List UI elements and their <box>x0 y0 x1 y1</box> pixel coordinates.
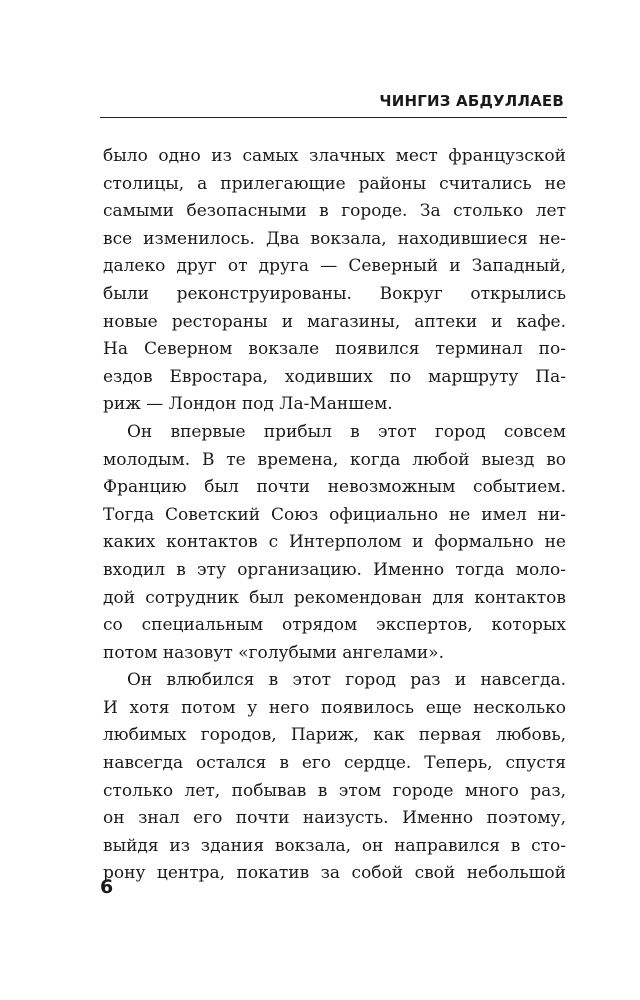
header-rule <box>100 117 567 118</box>
text-line: входил в эту организацию. Именно тогда моло- <box>103 559 566 580</box>
text-line: все изменилось. Два вокзала, находившиеся не- <box>103 228 566 249</box>
text-line: новые рестораны и магазины, аптеки и кафе. <box>103 311 566 332</box>
text-line: были реконструированы. Вокруг открылись <box>103 283 566 304</box>
body-text <box>103 143 566 888</box>
text-line: далеко друг от друга — Северный и Западный, <box>103 256 566 277</box>
text-line: Он влюбился в этот город раз и навсегда. <box>127 670 566 691</box>
text-line: каких контактов с Интерполом и формально не <box>103 532 566 553</box>
text-line: И хотя потом у него появилось еще несколько <box>103 697 566 718</box>
text-line: Тогда Советский Союз официально не имел ни- <box>103 504 566 525</box>
text-line: дой сотрудник был рекомендован для контактов <box>103 587 566 608</box>
text-line: он знал его почти наизусть. Именно поэтому, <box>103 808 566 829</box>
text-line: навсегда остался в его сердце. Теперь, спустя <box>103 753 566 774</box>
page-number: 6 <box>100 876 114 898</box>
running-head-author: ЧИНГИЗ АБДУЛЛАЕВ <box>379 92 564 110</box>
text-line: На Северном вокзале появился терминал по- <box>103 339 566 360</box>
text-line: молодым. В те времена, когда любой выезд во <box>103 449 566 470</box>
text-line: самыми безопасными в городе. За столько лет <box>103 201 566 222</box>
text-line: Францию был почти невозможным событием. <box>103 477 566 498</box>
paragraph-1 <box>103 143 566 419</box>
text-line: Он впервые прибыл в этот город совсем <box>127 421 566 442</box>
text-line: рону центра, покатив за собой свой небольшой <box>103 863 566 884</box>
paragraph-2 <box>103 419 566 667</box>
text-line: столько лет, побывав в этом городе много раз, <box>103 780 566 801</box>
paragraph-3 <box>103 667 566 888</box>
text-line: риж — Лондон под Ла-Маншем. <box>103 394 393 415</box>
text-line: столицы, а прилегающие районы считались не <box>103 173 566 194</box>
text-line: любимых городов, Париж, как первая любовь, <box>103 725 566 746</box>
text-line: со специальным отрядом экспертов, которых <box>103 615 566 636</box>
text-line: было одно из самых злачных мест французской <box>103 146 566 166</box>
text-line: выйдя из здания вокзала, он направился в сто- <box>103 835 566 856</box>
text-line: ездов Евростара, ходивших по маршруту Па- <box>103 366 566 387</box>
text-line: потом назовут «голубыми ангелами». <box>103 642 444 663</box>
